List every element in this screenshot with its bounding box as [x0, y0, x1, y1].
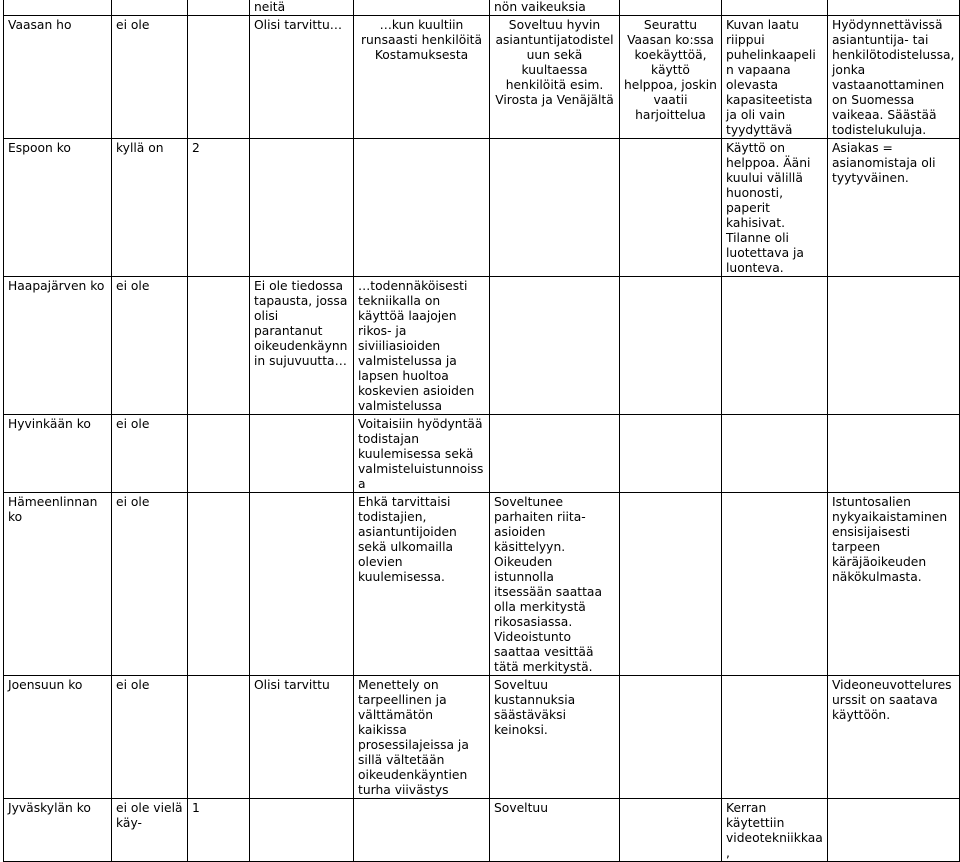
comments: [828, 0, 960, 16]
table-row: [4, 799, 960, 862]
suitability: [490, 277, 620, 415]
suitability: Soveltuu hyvin asiantuntijatodisteluun sekä kuultaessa henkilöitä esim. Virosta ja Venäjältä: [490, 16, 620, 139]
suitability: nön vaikeuksia: [490, 0, 620, 16]
table-row: [4, 676, 960, 799]
comments: [828, 277, 960, 415]
need-assessment: [250, 799, 354, 862]
need-assessment: Ei ole tiedossa tapausta, jossa olisi parantanut oikeudenkäynnin sujuvuutta…: [250, 277, 354, 415]
comments: Videoneuvotteluresurssit on saatava käyttöön.: [828, 676, 960, 799]
observations: [620, 277, 722, 415]
court-name: Hämeenlinnan ko: [4, 493, 112, 676]
comments: Istuntosalien nykyaikaistaminen ensisijaisesti tarpeen käräjäoikeuden näkökulmasta.: [828, 493, 960, 676]
need-assessment: Olisi tarvittu: [250, 676, 354, 799]
observations: [620, 799, 722, 862]
need-assessment: [250, 139, 354, 277]
suitability: Soveltuu: [490, 799, 620, 862]
experience: [722, 415, 828, 493]
observations: [620, 139, 722, 277]
suitability: Soveltuu kustannuksia säästäväksi keinoksi.: [490, 676, 620, 799]
comments: Asiakas = asianomistaja oli tyytyväinen.: [828, 139, 960, 277]
court-name: [4, 0, 112, 16]
experience: Käyttö on helppoa. Ääni kuului välillä huonosti, paperit kahisivat. Tilanne oli luotettava ja luonteva.: [722, 139, 828, 277]
usage-potential: [354, 139, 490, 277]
need-assessment: [250, 493, 354, 676]
experience: Kuvan laatu riippui puhelinkaapelin vapaana olevasta kapasiteetista ja oli vain tyydyttävä: [722, 16, 828, 139]
comments: [828, 415, 960, 493]
comments: Hyödynnettävissä asiantuntija- tai henkilötodistelussa, jonka vastaanottaminen on Suomessa vaikeaa. Säästää todistelukuluja.: [828, 16, 960, 139]
usage-count: [188, 16, 250, 139]
suitability: Soveltunee parhaiten riita-asioiden käsittelyyn. Oikeuden istunnolla itsessään saattaa olla merkitystä rikosasiassa. Videoistunto saattaa vesittää tätä merkitystä.: [490, 493, 620, 676]
need-assessment: Olisi tarvittu…: [250, 16, 354, 139]
court-name: Joensuun ko: [4, 676, 112, 799]
usage-potential: …todennäköisesti tekniikalla on käyttöä laajojen rikos- ja siviiliasioiden valmistelussa ja lapsen huoltoa koskevien asioiden valmistelussa: [354, 277, 490, 415]
table-row: [4, 415, 960, 493]
table-row: [4, 139, 960, 277]
observations: [620, 493, 722, 676]
equipment-status: ei ole: [112, 415, 188, 493]
survey-table: [3, 0, 960, 862]
table-row: [4, 277, 960, 415]
observations: [620, 415, 722, 493]
experience: [722, 493, 828, 676]
comments: [828, 799, 960, 862]
equipment-status: ei ole: [112, 676, 188, 799]
equipment-status: [112, 0, 188, 16]
experience: [722, 676, 828, 799]
equipment-status: ei ole: [112, 16, 188, 139]
need-assessment: [250, 415, 354, 493]
usage-potential: …kun kuultiin runsaasti henkilöitä Kostamuksesta: [354, 16, 490, 139]
observations: [620, 676, 722, 799]
court-name: Espoon ko: [4, 139, 112, 277]
equipment-status: ei ole: [112, 493, 188, 676]
usage-potential: [354, 0, 490, 16]
equipment-status: ei ole vielä käy-: [112, 799, 188, 862]
usage-count: 2: [188, 139, 250, 277]
usage-potential: Ehkä tarvittaisi todistajien, asiantuntijoiden sekä ulkomailla olevien kuulemisessa.: [354, 493, 490, 676]
observations: Seurattu Vaasan ko:ssa koekäyttöä, käyttö helppoa, joskin vaatii harjoittelua: [620, 16, 722, 139]
court-name: Hyvinkään ko: [4, 415, 112, 493]
need-assessment: neitä: [250, 0, 354, 16]
suitability: [490, 415, 620, 493]
table-row: [4, 0, 960, 16]
usage-count: [188, 277, 250, 415]
experience: [722, 0, 828, 16]
experience: [722, 277, 828, 415]
court-name: Jyväskylän ko: [4, 799, 112, 862]
court-name: Haapajärven ko: [4, 277, 112, 415]
usage-potential: [354, 799, 490, 862]
suitability: [490, 139, 620, 277]
usage-count: [188, 0, 250, 16]
table-row: [4, 16, 960, 139]
usage-count: [188, 676, 250, 799]
experience: Kerran käytettiin videotekniikkaa,: [722, 799, 828, 862]
court-name: Vaasan ho: [4, 16, 112, 139]
usage-count: 1: [188, 799, 250, 862]
usage-count: [188, 493, 250, 676]
usage-potential: Menettely on tarpeellinen ja välttämätön kaikissa prosessilajeissa ja sillä vältetään oikeudenkäyntien turha viivästys: [354, 676, 490, 799]
usage-potential: Voitaisiin hyödyntää todistajan kuulemisessa sekä valmisteluistunnoissa: [354, 415, 490, 493]
observations: [620, 0, 722, 16]
equipment-status: ei ole: [112, 277, 188, 415]
usage-count: [188, 415, 250, 493]
table-row: [4, 493, 960, 676]
equipment-status: kyllä on: [112, 139, 188, 277]
